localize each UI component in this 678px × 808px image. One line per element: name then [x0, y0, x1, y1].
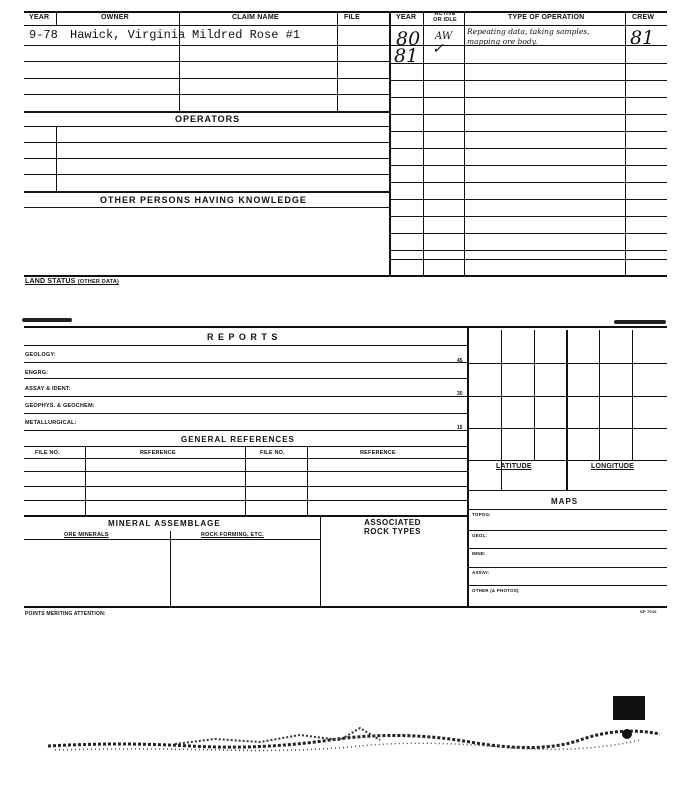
operators-top-line — [24, 111, 389, 113]
metallurgical-label: METALLURGICAL: — [25, 420, 77, 426]
points-meriting-attention: POINTS MERITING ATTENTION: — [25, 611, 106, 617]
col-header-active-idle — [426, 11, 464, 23]
right-row-line-14 — [389, 259, 667, 260]
scale-15: 15 — [457, 425, 463, 431]
longitude-label: LONGITUDE — [591, 463, 635, 470]
rock-forming-label: ROCK FORMING, ETC. — [201, 532, 264, 538]
operators-title: OPERATORS — [175, 114, 241, 124]
grid-row-3 — [467, 428, 667, 429]
assay-label: ASSAY & IDENT: — [25, 386, 71, 392]
right-row-line-13 — [389, 250, 667, 251]
operation-check: ✓ — [432, 41, 444, 57]
ref-row-line-3 — [24, 500, 468, 501]
ref-header-line — [24, 458, 468, 459]
grid-col-3 — [566, 330, 568, 490]
ref-file-no-2: FILE NO. — [260, 450, 285, 456]
right-row-line-12 — [389, 233, 667, 234]
reports-line-3 — [24, 396, 468, 397]
other-persons-header-line — [24, 207, 389, 208]
right-row-line-9 — [389, 182, 667, 183]
land-status-text: LAND STATUS — [25, 278, 76, 285]
or-idle-label: OR IDLE — [433, 17, 457, 23]
reports-top-border — [24, 326, 667, 328]
active-label: ACTIVE — [434, 11, 456, 17]
operation-crew: 81 — [630, 27, 655, 49]
col-header-owner: OWNER — [101, 14, 129, 21]
right-row-line-6 — [389, 131, 667, 132]
right-row-line-11 — [389, 216, 667, 217]
right-block-left-border — [389, 11, 391, 276]
operators-left-col-divider — [56, 126, 57, 191]
associated-label-1: ASSOCIATED — [364, 518, 421, 527]
ref-col-divider-3 — [307, 446, 308, 515]
right-row-line-8 — [389, 165, 667, 166]
col-header-crew: CREW — [632, 14, 655, 21]
mineral-assemblage-title: MINERAL ASSEMBLAGE — [108, 519, 221, 528]
col-header-year: YEAR — [29, 14, 50, 21]
claim-row-line-3 — [24, 78, 389, 79]
form-code: SP 7016 — [640, 609, 657, 614]
ore-minerals-label: ORE MINERALS — [64, 532, 109, 538]
operators-row-line-1 — [24, 142, 389, 143]
associated-col-divider — [320, 515, 321, 606]
ref-row-line-1 — [24, 471, 468, 472]
header-row-line — [24, 25, 667, 26]
claim-row-line-4 — [24, 94, 389, 95]
operation-status: AW — [435, 31, 453, 42]
geology-label: GEOLOGY: — [25, 352, 56, 358]
maps-line-3 — [467, 567, 667, 568]
general-references-title: GENERAL REFERENCES — [181, 435, 295, 444]
ref-file-no-1: FILE NO. — [35, 450, 60, 456]
associated-rock-types — [330, 518, 455, 536]
type-col-divider — [464, 11, 465, 276]
maps-title: MAPS — [551, 497, 579, 506]
general-references-line — [24, 446, 468, 447]
reports-bottom-line — [24, 606, 667, 608]
reports-right-border — [467, 326, 469, 606]
geol-label: GEOL: — [472, 533, 488, 538]
col-header-claim-name: CLAIM NAME — [232, 14, 279, 21]
grid-col-2 — [534, 330, 535, 460]
operation-type-line-2: mapping ore body. — [467, 37, 538, 46]
ref-reference-1: REFERENCE — [140, 450, 176, 456]
mineral-header-line — [24, 539, 320, 540]
left-smudge — [22, 318, 72, 322]
land-status-sub: (OTHER DATA) — [77, 279, 120, 285]
mine-label: MINE: — [472, 551, 486, 556]
right-smudge — [614, 320, 666, 324]
reports-line-1 — [24, 362, 468, 363]
scan-noise-band — [0, 690, 678, 770]
claim-entry-claim-name: Mildred Rose #1 — [192, 28, 301, 42]
reports-line-5 — [24, 430, 468, 431]
claim-row-line-1 — [24, 45, 389, 46]
scale-45: 45 — [457, 358, 463, 364]
ref-row-line-2 — [24, 486, 468, 487]
ref-col-divider-2 — [245, 446, 246, 515]
col-header-year-2: YEAR — [396, 14, 417, 21]
grid-row-2 — [467, 396, 667, 397]
grid-row-1 — [467, 363, 667, 364]
operation-year-80: 80 — [396, 28, 421, 50]
right-row-line-5 — [389, 114, 667, 115]
right-row-line-2 — [389, 63, 667, 64]
grid-row-4 — [467, 460, 667, 461]
col-header-type-of-operation: TYPE OF OPERATION — [508, 14, 585, 21]
maps-line-1 — [467, 530, 667, 531]
maps-line-2 — [467, 548, 667, 549]
operation-type-line-1: Repeating data, taking samples, — [467, 27, 590, 36]
topog-label: TOPOG: — [472, 512, 491, 517]
right-row-line-7 — [389, 148, 667, 149]
reports-header-line — [24, 345, 468, 346]
maps-header-line — [467, 509, 667, 510]
mineral-col-divider — [170, 531, 171, 606]
engrg-label: ENGRG: — [25, 370, 49, 376]
grid-col-5 — [632, 330, 633, 460]
operators-row-line-2 — [24, 158, 389, 159]
right-row-line-10 — [389, 199, 667, 200]
right-row-line-3 — [389, 80, 667, 81]
claim-entry-year: 9-78 — [29, 28, 58, 42]
reports-line-4 — [24, 413, 468, 414]
grid-col-4 — [599, 330, 600, 460]
reports-title: R E P O R T S — [207, 332, 279, 342]
ref-reference-2: REFERENCE — [360, 450, 396, 456]
owner-col-divider — [56, 11, 57, 26]
crew-col-divider — [625, 11, 626, 276]
mineral-top-line — [24, 515, 468, 517]
top-section-bottom-line — [24, 275, 667, 277]
scale-30: 30 — [457, 391, 463, 397]
ref-col-divider-1 — [85, 446, 86, 515]
operators-row-line-3 — [24, 174, 389, 175]
other-persons-title: OTHER PERSONS HAVING KNOWLEDGE — [100, 195, 307, 205]
associated-label-2: ROCK TYPES — [363, 527, 421, 536]
land-status-label — [25, 278, 119, 285]
maps-line-4 — [467, 585, 667, 586]
latlong-bottom-line — [467, 490, 667, 491]
assay-map-label: ASSAY: — [472, 570, 490, 575]
operation-year-81: 81 — [394, 45, 419, 67]
latitude-label: LATITUDE — [496, 463, 532, 470]
active-col-divider — [423, 11, 424, 276]
other-photos-label: OTHER (& PHOTOS) — [472, 588, 519, 593]
reports-line-2 — [24, 378, 468, 379]
claim-row-line-2 — [24, 61, 389, 62]
col-header-file: FILE — [344, 14, 360, 21]
operators-header-line — [24, 126, 389, 127]
top-border — [24, 11, 667, 13]
right-row-line-4 — [389, 97, 667, 98]
claim-entry-owner: Hawick, Virginia — [70, 28, 186, 42]
geophys-label: GEOPHYS. & GEOCHEM: — [25, 403, 95, 409]
other-persons-top-line — [24, 191, 389, 193]
